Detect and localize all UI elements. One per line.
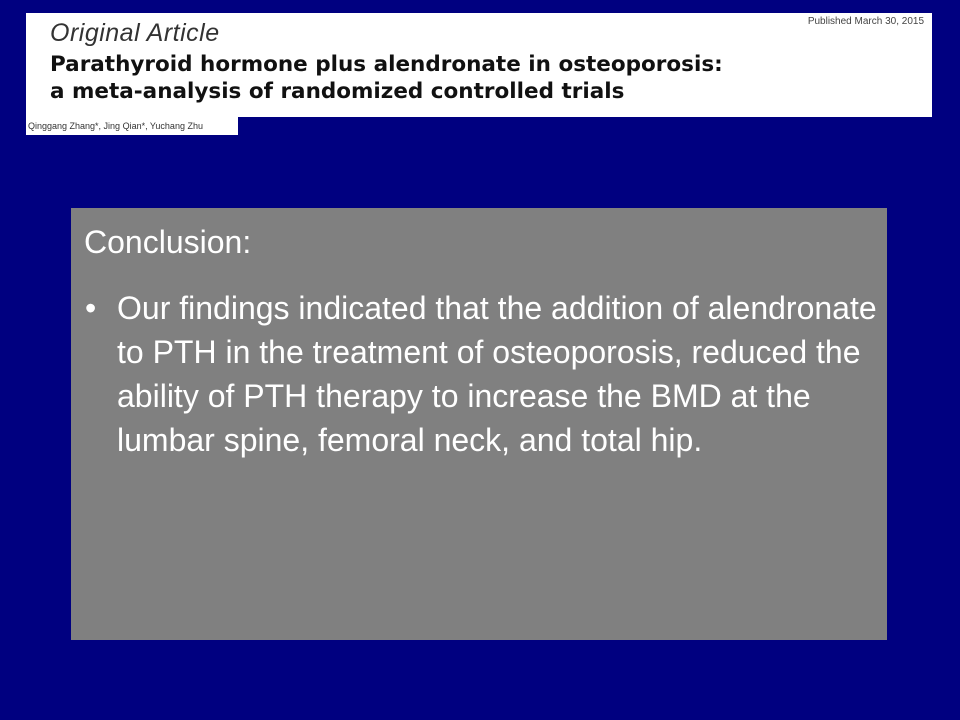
conclusion-heading: Conclusion: [84, 224, 252, 260]
bullet-icon: • [85, 290, 97, 326]
article-title-line-2: a meta-analysis of randomized controlled trials [50, 79, 625, 104]
article-title-line-1: Parathyroid hormone plus alendronate in osteoporosis: [50, 52, 723, 77]
article-title [50, 51, 930, 105]
conclusion-box [71, 208, 887, 640]
conclusion-text: Our findings indicated that the addition of alendronate to PTH in the treatment of osteoporosis, reduced the ability of PTH therapy to increase the BMD at the lumbar spine, femoral neck, and total hip. [117, 290, 877, 458]
published-date: Published March 30, 2015 [807, 16, 924, 27]
article-header-image [26, 13, 932, 117]
article-authors: Qinggang Zhang*, Jing Qian*, Yuchang Zhu [26, 117, 238, 135]
article-type: Original Article [50, 19, 220, 47]
